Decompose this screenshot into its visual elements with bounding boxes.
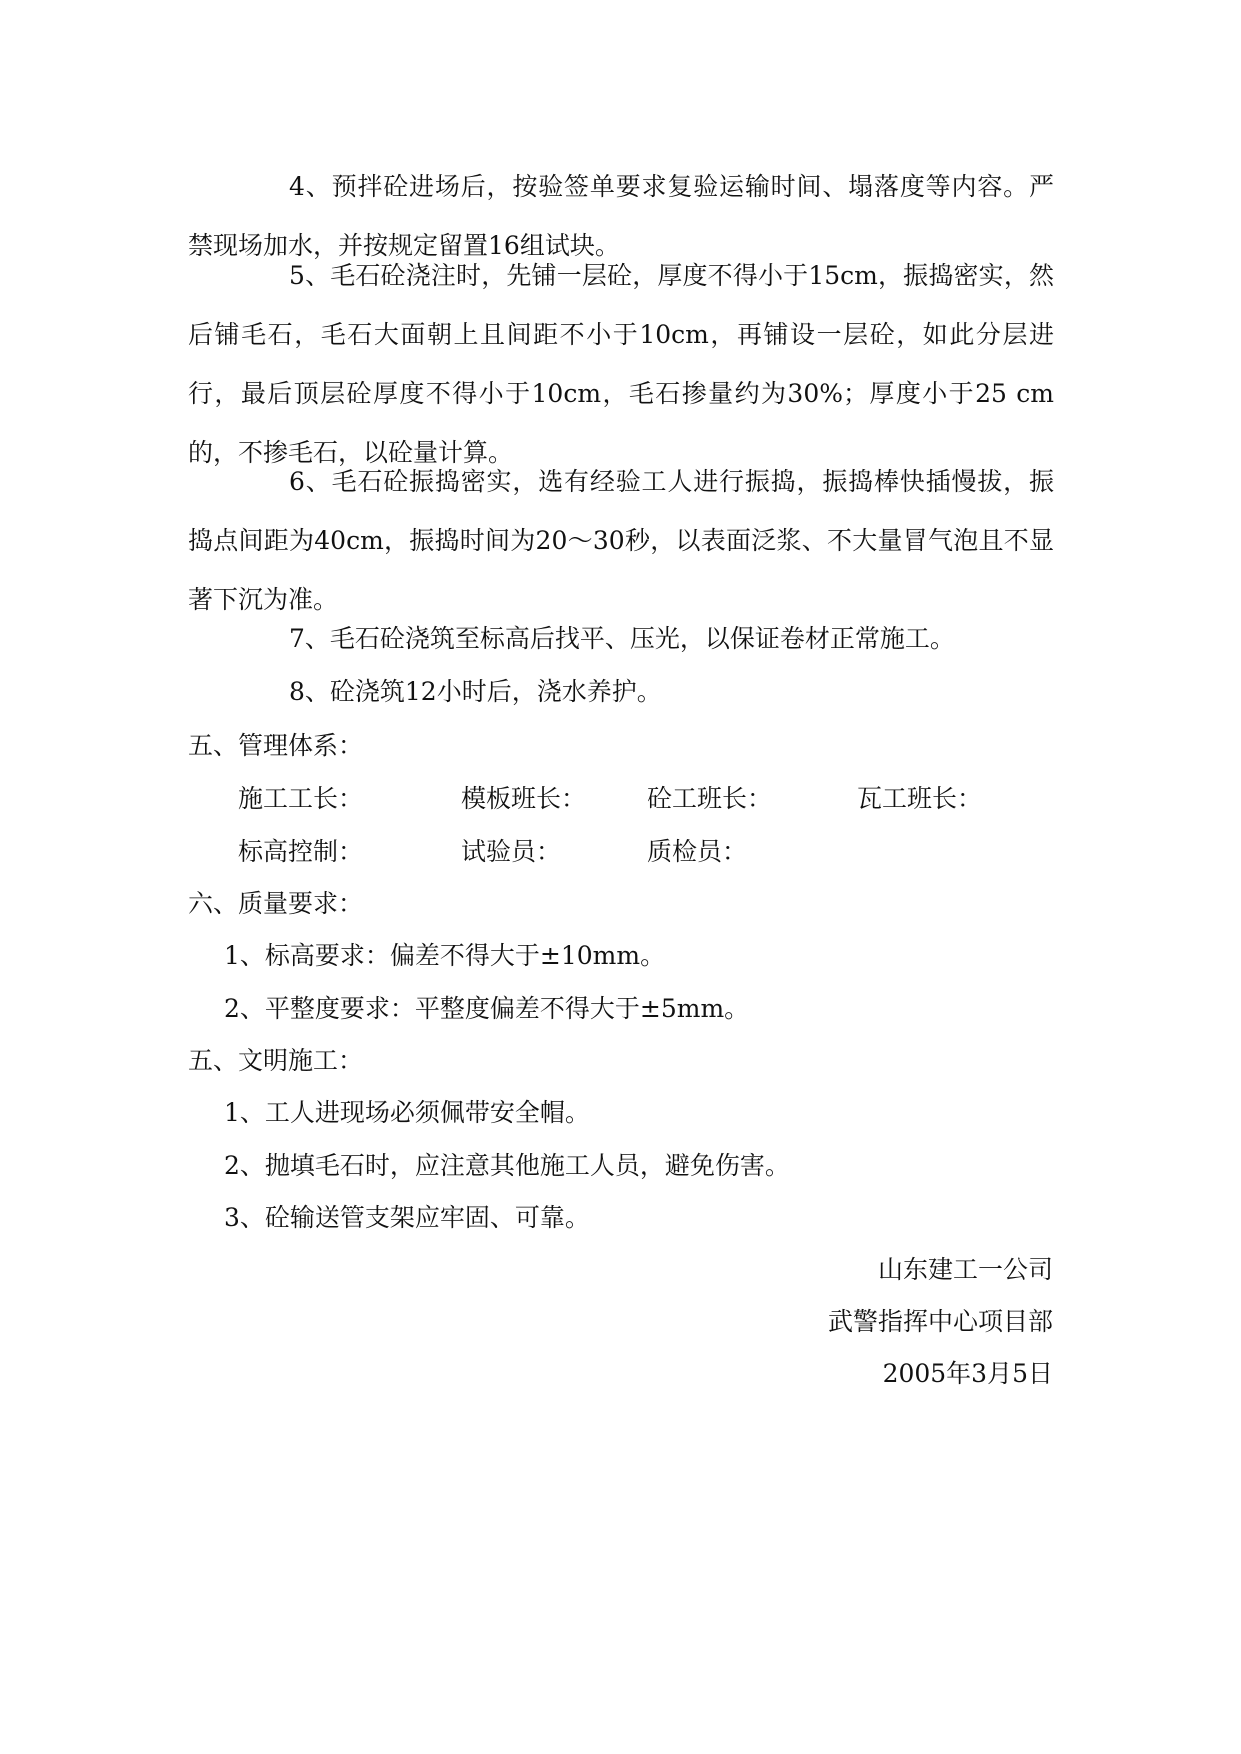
civilized-item-3: 3、砼输送管支架应牢固、可靠。	[224, 1203, 590, 1232]
civilized-item-1: 1、工人进现场必须佩带安全帽。	[224, 1098, 590, 1127]
signature-department: 武警指挥中心项目部	[827, 1307, 1053, 1336]
paragraph-item-4: 4、预拌砼进场后，按验签单要求复验运输时间、塌落度等内容。严禁现场加水，并按规定留置16组试块。	[188, 172, 1054, 260]
civilized-item-2: 2、抛填毛石时，应注意其他施工人员，避免伤害。	[224, 1151, 790, 1180]
paragraph-item-6: 6、毛石砼振捣密实，选有经验工人进行振捣，振捣棒快插慢拔，振捣点间距为40cm，振捣时间为20～30秒，以表面泛浆、不大量冒气泡且不显著下沉为准。	[188, 467, 1054, 614]
paragraph-item-5: 5、毛石砼浇注时，先铺一层砼，厚度不得小于15cm，振捣密实，然后铺毛石，毛石大面朝上且间距不小于10cm，再铺设一层砼，如此分层进行，最后顶层砼厚度不得小于10cm，毛石掺量约为30%；厚度小于25 cm的，不掺毛石，以砼量计算。	[188, 261, 1054, 467]
field-quality-inspector: 质检员：	[647, 837, 748, 866]
quality-item-2: 2、平整度要求：平整度偏差不得大于±5mm。	[224, 994, 750, 1023]
civilized-heading: 五、文明施工：	[188, 1046, 364, 1075]
field-concrete-leader: 砼工班长：	[647, 784, 773, 813]
paragraph-item-8: 8、砼浇筑12小时后，浇水养护。	[289, 677, 662, 706]
paragraph-item-7: 7、毛石砼浇筑至标高后找平、压光，以保证卷材正常施工。	[289, 624, 955, 653]
field-formwork-leader: 模板班长：	[461, 784, 587, 813]
field-masonry-leader: 瓦工班长：	[857, 784, 983, 813]
field-construction-foreman: 施工工长：	[238, 784, 364, 813]
signature-company: 山东建工一公司	[877, 1255, 1053, 1284]
quality-heading: 六、质量要求：	[188, 889, 364, 918]
field-elevation-control: 标高控制：	[238, 837, 364, 866]
management-heading: 五、管理体系：	[188, 731, 364, 760]
signature-date: 2005年3月5日	[882, 1359, 1053, 1388]
field-tester: 试验员：	[461, 837, 562, 866]
quality-item-1: 1、标高要求：偏差不得大于±10mm。	[224, 941, 666, 970]
